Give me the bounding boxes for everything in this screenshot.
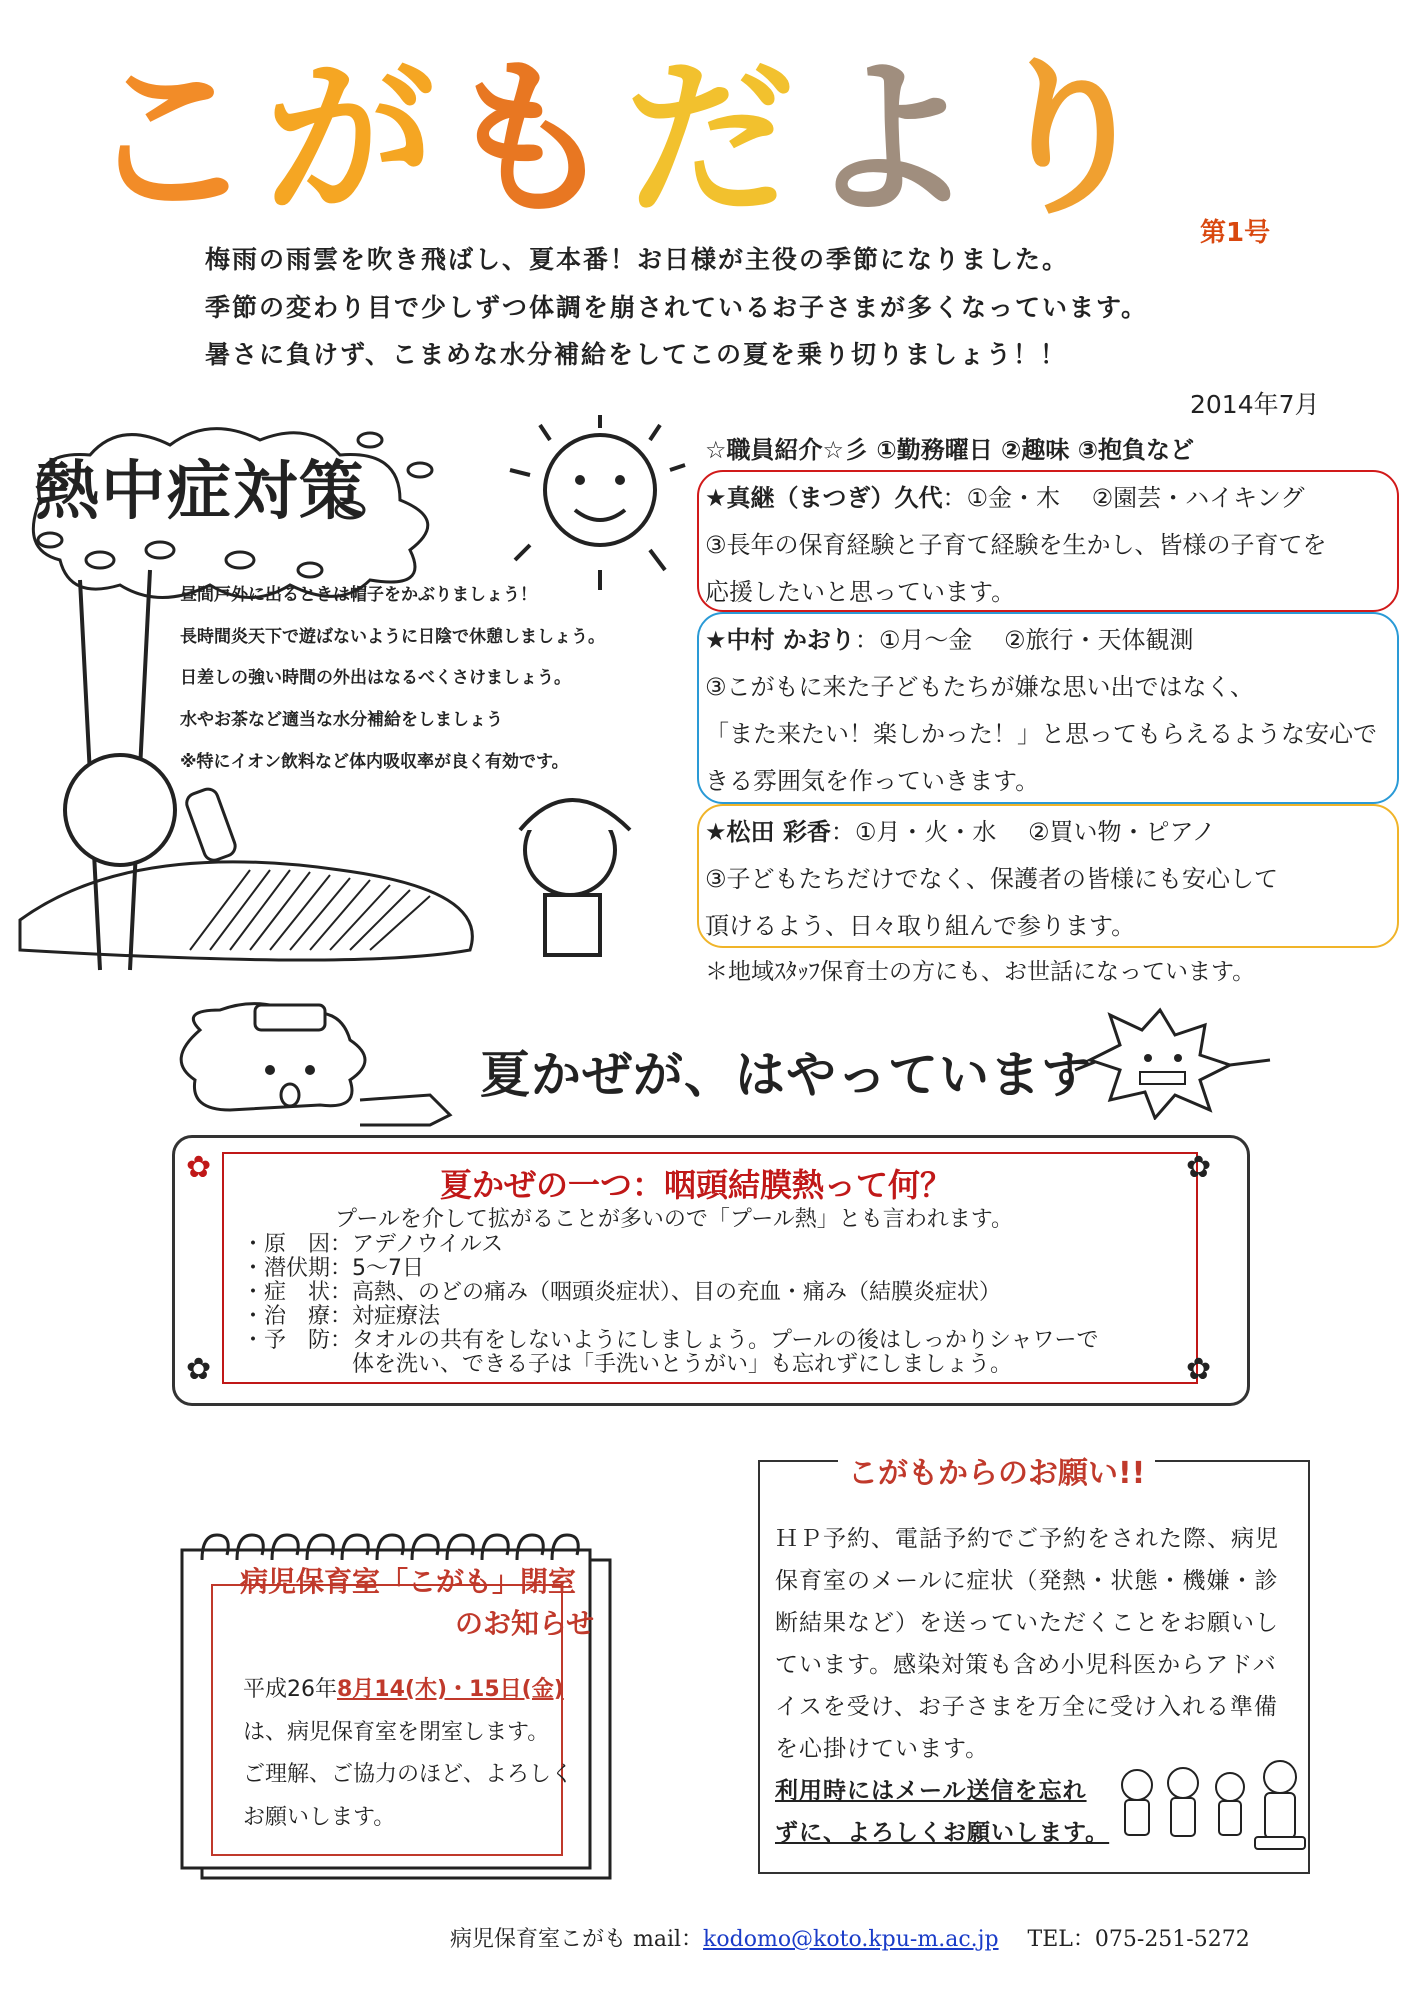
issue-number: 第1号 — [1200, 218, 1271, 248]
request-emphasis-2: ずに、よろしくお願いします。 — [775, 1820, 1110, 1846]
request-line-3: 断結果など）を送っていただくことをお願いし — [775, 1610, 1279, 1636]
staff-heading: ☆職員紹介☆彡 ①勤務曜日 ②趣味 ③抱負など — [705, 436, 1195, 464]
closure-date-line — [243, 1672, 564, 1703]
intro-line-1: 梅雨の雨雲を吹き飛ばし、夏本番！お日様が主役の季節になりました。 — [205, 245, 1070, 274]
title-char-2: が — [265, 41, 436, 239]
nurse-character-illustration — [160, 1000, 460, 1140]
staff-1-row — [705, 478, 1304, 513]
children-doctor-illustration — [1115, 1755, 1310, 1860]
staff-3-body-2: 頂けるよう、日々取り組んで参ります。 — [705, 912, 1136, 940]
staff-2-row — [705, 620, 1194, 655]
cold-item-prevention-1: ・予 防：タオルの共有をしないようにしましょう。プールの後はしっかりシャワーで — [242, 1328, 1099, 1353]
heat-tip-1: 昼間戸外に出るときは帽子をかぶりましょう！ — [180, 585, 537, 605]
title-char-1: こ — [85, 41, 256, 239]
flower-icon: ✿ — [186, 1352, 212, 1387]
staff-3-name: ★松田 彩香 — [705, 818, 831, 846]
staff-3-info: ：①月・火・水 ②買い物・ピアノ — [830, 818, 1216, 846]
title-char-4: だ — [625, 41, 796, 239]
closure-body-3: お願いします。 — [243, 1805, 396, 1830]
flower-icon: ✿ — [1186, 1150, 1212, 1185]
issue-date: 2014年7月 — [1190, 390, 1320, 419]
title-char-6: り — [985, 41, 1156, 239]
closure-heading-2: のお知らせ — [455, 1607, 595, 1640]
summer-cold-intro: プールを介して拡がることが多いので「プール熱」とも言われます。 — [335, 1207, 1014, 1232]
footer-email-link[interactable]: kodomo@koto.kpu-m.ac.jp — [703, 1927, 999, 1952]
flower-icon: ✿ — [186, 1150, 212, 1185]
closure-body-1: は、病児保育室を閉室します。 — [243, 1720, 550, 1745]
cold-item-treatment: ・治 療：対症療法 — [242, 1304, 441, 1329]
cold-item-prevention-2: 体を洗い、できる子は「手洗いとうがい」も忘れずにしましょう。 — [242, 1352, 1013, 1377]
footer-tel: TEL：075-251-5272 — [1027, 1927, 1250, 1952]
title-char-3: も — [445, 41, 616, 239]
staff-2-body-3: きる雰囲気を作っていきます。 — [705, 767, 1040, 795]
staff-1-info: ：①金・木 ②園芸・ハイキング — [942, 484, 1305, 512]
staff-1-body-1: ③長年の保育経験と子育て経験を生かし、皆様の子育てを — [705, 531, 1327, 559]
staff-3-row — [705, 812, 1216, 847]
request-line-6: を心掛けています。 — [775, 1736, 990, 1762]
heat-tip-3: 日差しの強い時間の外出はなるべくさけましょう。 — [180, 668, 571, 688]
staff-2-info: ：①月～金 ②旅行・天体観測 — [854, 626, 1194, 654]
staff-3-body-1: ③子どもたちだけでなく、保護者の皆様にも安心して — [705, 865, 1279, 893]
footer — [450, 1922, 1250, 1953]
cold-item-incubation: ・潜伏期：5～7日 — [242, 1256, 424, 1281]
heat-title: 熱中症対策 — [35, 454, 365, 529]
intro-line-3: 暑さに負けず、こまめな水分補給をしてこの夏を乗り切りましょう！！ — [205, 340, 1068, 369]
newsletter-title — [85, 40, 1165, 240]
cold-item-symptoms: ・症 状：高熱、のどの痛み（咽頭炎症状）、目の充血・痛み（結膜炎症状） — [242, 1280, 1002, 1305]
staff-1-body-2: 応援したいと思っています。 — [705, 578, 1016, 606]
flower-icon: ✿ — [1186, 1352, 1212, 1387]
staff-2-body-2: 「また来たい！楽しかった！」と思ってもらえるような安心で — [705, 720, 1377, 748]
request-line-4: ています。感染対策も含め小児科医からアドバ — [775, 1652, 1277, 1678]
staff-note: ＊地域ｽﾀｯﾌ保育士の方にも、お世話になっています。 — [705, 959, 1256, 985]
closure-body-2: ご理解、ご協力のほど、よろしく — [243, 1762, 574, 1787]
virus-character-illustration — [1070, 1000, 1290, 1120]
request-emphasis-1: 利用時にはメール送信を忘れ — [775, 1778, 1087, 1804]
closure-dates: 8月14(木)・15日(金) — [337, 1677, 564, 1702]
request-title: こがもからのお願い!! — [838, 1448, 1155, 1492]
closure-date-prefix: 平成26年 — [243, 1677, 337, 1702]
staff-2-body-1: ③こがもに来た子どもたちが嫌な思い出ではなく、 — [705, 673, 1255, 701]
staff-1-name: ★真継（まつぎ）久代 — [705, 484, 943, 512]
heat-tip-5: ※特にイオン飲料など体内吸収率が良く有効です。 — [180, 752, 569, 772]
summer-cold-subtitle: 夏かぜの一つ：咽頭結膜熱って何？ — [440, 1166, 953, 1204]
staff-2-name: ★中村 かおり — [705, 626, 855, 654]
cold-item-cause: ・原 因：アデノウイルス — [242, 1232, 504, 1257]
intro-line-2: 季節の変わり目で少しずつ体調を崩されているお子さまが多くなっています。 — [205, 293, 1149, 322]
title-char-5: よ — [805, 41, 976, 239]
heat-tip-2: 長時間炎天下で遊ばないように日陰で休憩しましょう。 — [180, 627, 605, 647]
request-line-1: ＨＰ予約、電話予約でご予約をされた際、病児 — [775, 1526, 1279, 1552]
summer-cold-title: 夏かぜが、はやっています — [480, 1046, 1092, 1104]
request-line-2: 保育室のメールに症状（発熱・状態・機嫌・診 — [775, 1568, 1279, 1594]
footer-org: 病児保育室こがも mail： — [450, 1927, 704, 1952]
heat-tip-4: 水やお茶など適当な水分補給をしましょう — [180, 710, 503, 730]
closure-heading: 病児保育室「こがも」閉室 — [240, 1565, 577, 1598]
request-line-5: イスを受け、お子さまを万全に受け入れる準備 — [775, 1694, 1278, 1720]
